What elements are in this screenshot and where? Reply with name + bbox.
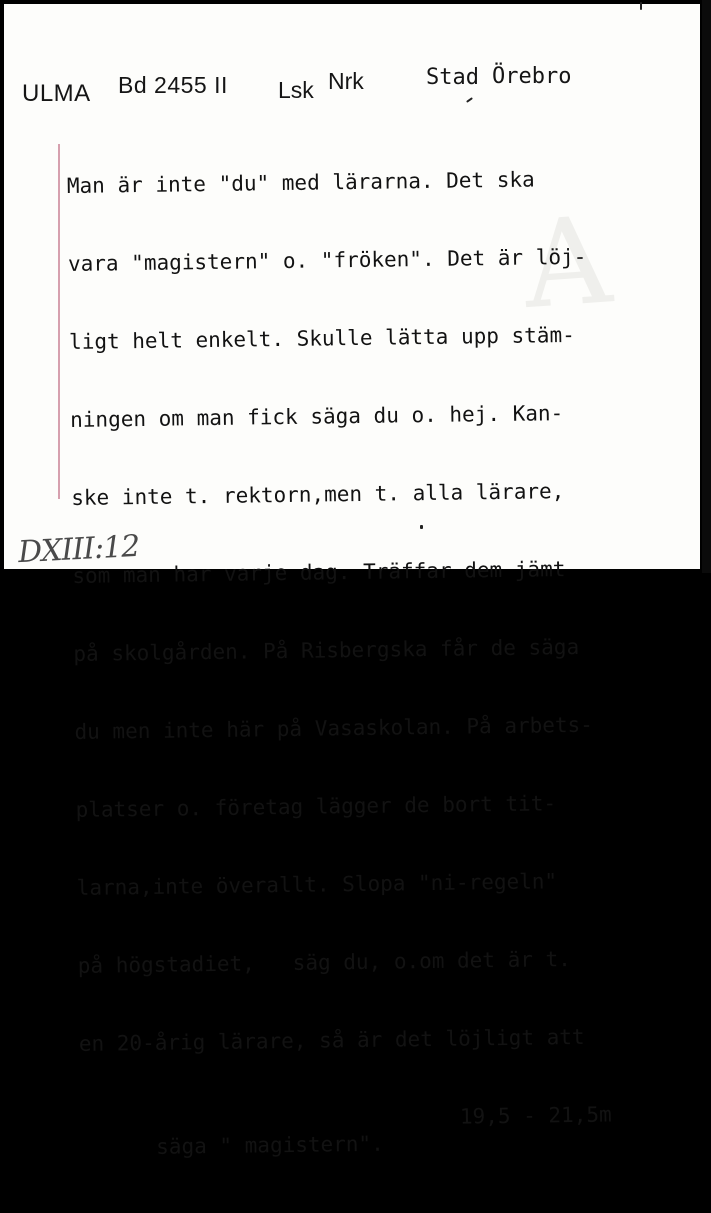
card-header [18,64,638,107]
stad-label: Stad [426,65,479,90]
card-edge-shadow [702,0,711,573]
note-line: Man är inte "du" med lärarna. Det ska [66,167,535,198]
note-line: du men inte här på Vasaskolan. På arbets- [74,712,594,744]
note-line: vara "magistern" o. "fröken". Det är löj- [67,244,587,276]
archive-code: ULMA [22,80,91,107]
closing-phrase: säga " magistern". [156,1131,384,1159]
note-line: på skolgården. På Risbergska får de säga [73,634,580,666]
stad-value: Örebro [492,64,572,89]
watermark-ghost: A [519,191,620,336]
note-line: som man har varje dag. Träffar dem jämt [72,557,566,588]
note-line: en 20-årig lärare, så är det löjligt att [78,1024,585,1056]
folio-mark: DXIII:12 [17,528,141,571]
ink-speck [640,2,642,10]
note-line: ske inte t. rektorn,men t. alla lärare, [71,479,565,510]
note-line: platser o. företag lägger de bort tit- [75,791,557,822]
measure-value: 19,5 - 21,5m [459,1102,612,1129]
band-number: Bd 2455 II [118,72,228,98]
note-line: ligt helt enkelt. Skulle lätta upp stäm- [68,322,575,354]
note-line: larna,inte överallt. Slopa "ni-regeln" [76,869,558,900]
note-line: ningen om man fick säga du o. hej. Kan- [70,401,564,432]
note-body [66,113,661,1187]
landskap-value: Nrk [328,68,364,94]
note-line: på högstadiet, säg du, o.om det är t. [77,947,572,978]
ink-speck [420,525,423,529]
landskap-label: Lsk [278,77,314,103]
margin-rule [58,144,60,499]
archive-card [4,4,700,1159]
note-line [80,1101,660,1159]
